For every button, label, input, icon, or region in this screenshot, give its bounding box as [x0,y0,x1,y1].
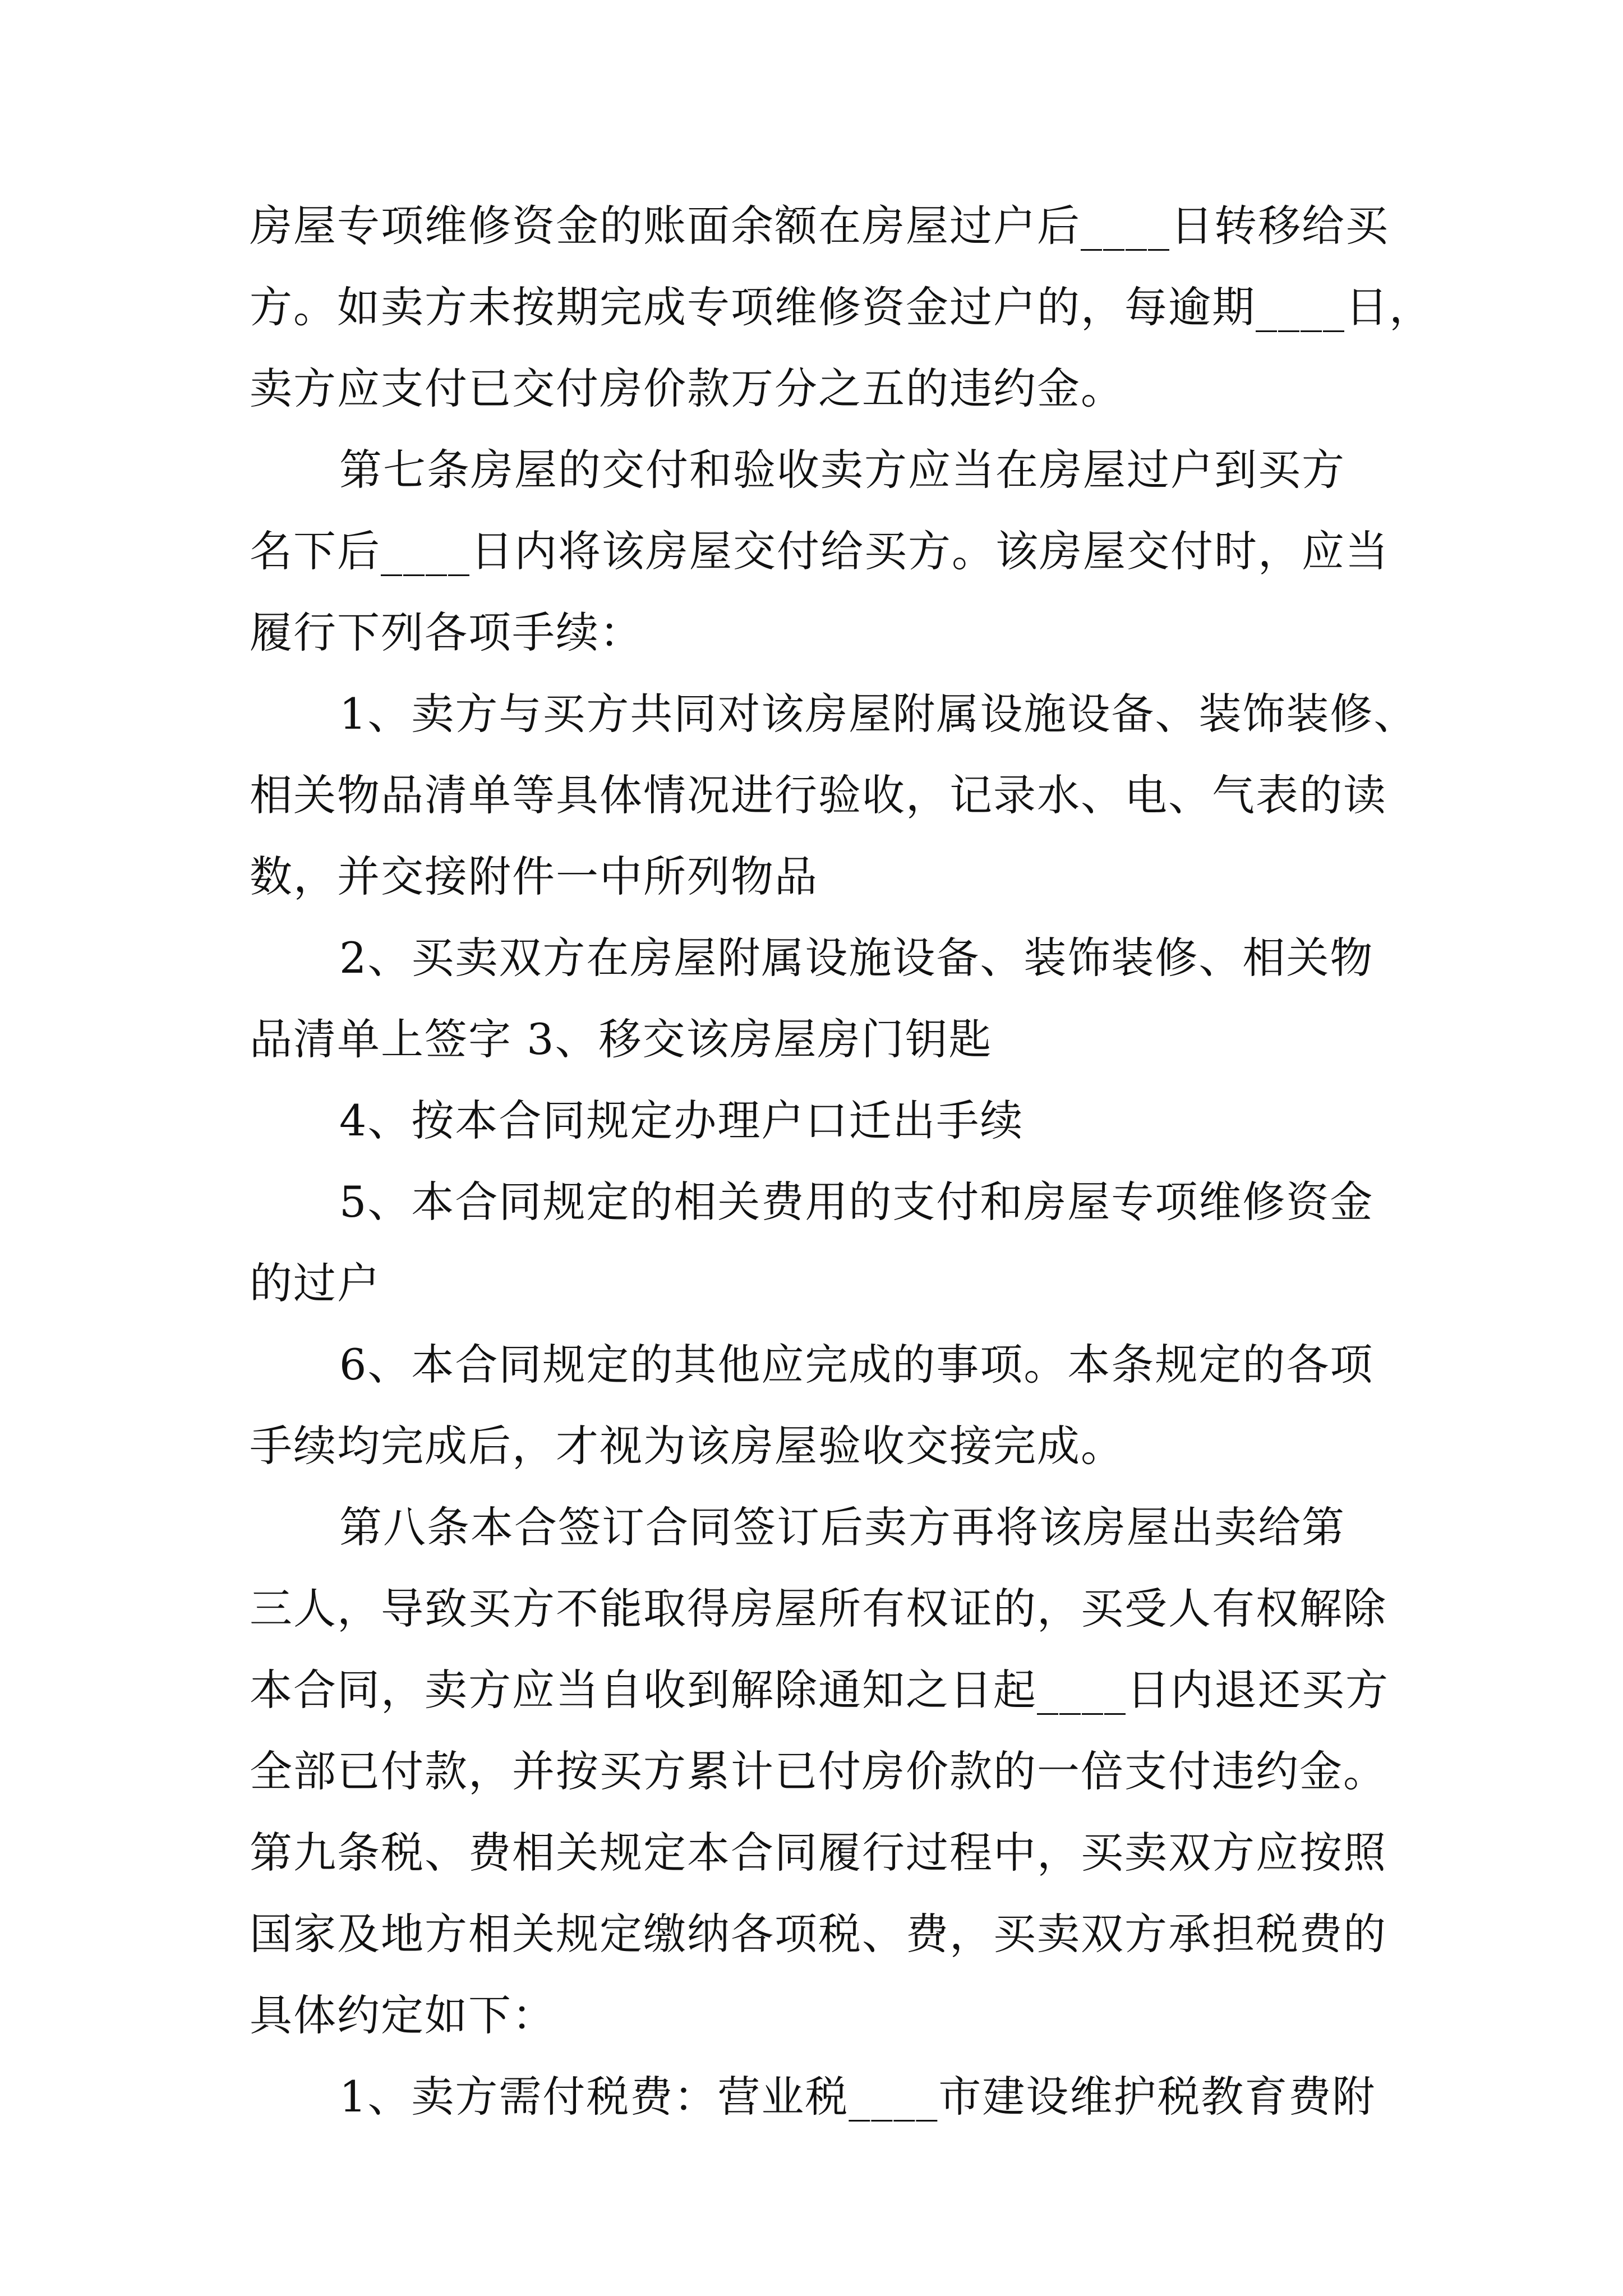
text-line: 第七条房屋的交付和验收卖方应当在房屋过户到买方 [339,445,1345,495]
text-line: 三人，导致买方不能取得房屋所有权证的，买受人有权解除 [250,1584,1387,1634]
text-line: 全部已付款，并按买方累计已付房价款的一倍支付违约金。 [250,1746,1387,1796]
text-line: 名下后____日内将该房屋交付给买方。该房屋交付时，应当 [250,526,1389,576]
text-line: 房屋专项维修资金的账面余额在房屋过户后____日转移给买 [250,201,1389,251]
text-line: 数，并交接附件一中所列物品 [250,852,818,901]
text-line: 2、买卖双方在房屋附属设施设备、装饰装修、相关物 [339,933,1374,983]
text-line: 1、卖方需付税费：营业税____市建设维护税教育费附 [339,2072,1376,2122]
text-line: 履行下列各项手续： [250,608,643,657]
text-line: 方。如卖方未按期完成专项维修资金过户的，每逾期____日， [250,282,1433,332]
text-line: 卖方应支付已交付房价款万分之五的违约金。 [250,364,1124,413]
text-line: 1、卖方与买方共同对该房屋附属设施设备、装饰装修、 [339,689,1418,739]
document-body [250,185,1433,2137]
text-line: 具体约定如下： [250,1990,556,2040]
text-line: 品清单上签字 3、移交该房屋房门钥匙 [250,1014,993,1064]
text-line: 第八条本合签订合同签订后卖方再将该房屋出卖给第 [339,1502,1345,1552]
text-line: 第九条税、费相关规定本合同履行过程中，买卖双方应按照 [250,1828,1387,1878]
text-line: 手续均完成后，才视为该房屋验收交接完成。 [250,1421,1124,1471]
text-line: 的过户 [250,1258,381,1308]
text-line: 4、按本合同规定办理户口迁出手续 [339,1096,1024,1145]
text-line: 本合同，卖方应当自收到解除通知之日起____日内退还买方 [250,1665,1389,1715]
text-line: 5、本合同规定的相关费用的支付和房屋专项维修资金 [339,1177,1374,1227]
text-line: 相关物品清单等具体情况进行验收，记录水、电、气表的读 [250,770,1387,820]
text-line: 6、本合同规定的其他应完成的事项。本条规定的各项 [339,1340,1374,1389]
text-line: 国家及地方相关规定缴纳各项税、费，买卖双方承担税费的 [250,1909,1387,1959]
